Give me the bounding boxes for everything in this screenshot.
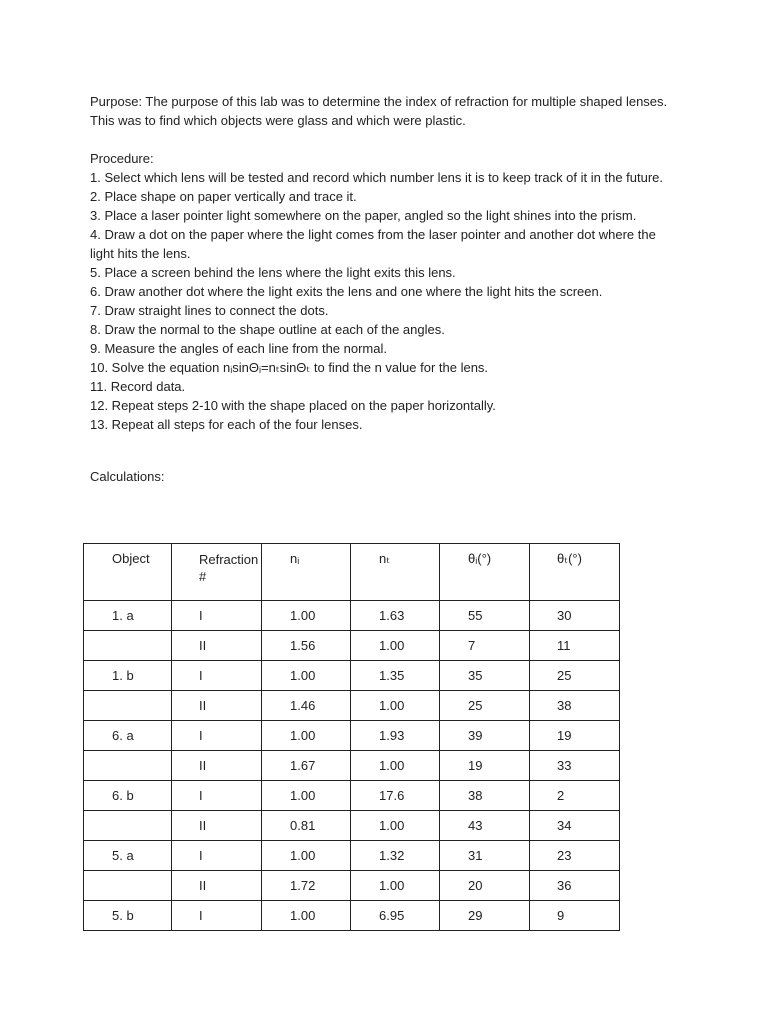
cell-theta-transmitted: 2 — [530, 781, 620, 811]
cell-theta-incident: 35 — [440, 661, 530, 691]
cell-refraction: II — [172, 871, 262, 901]
cell-refraction: I — [172, 721, 262, 751]
cell-theta-incident: 25 — [440, 691, 530, 721]
procedure-step: 3. Place a laser pointer light somewhere on the paper, angled so the light shines into the prism. — [90, 208, 637, 223]
table-header-row — [84, 544, 620, 601]
cell-theta-incident: 29 — [440, 901, 530, 931]
table-row — [84, 661, 620, 691]
purpose-paragraph: Purpose: The purpose of this lab was to determine the index of refraction for multiple shaped lenses. This was to find which objects were glass and which were plastic. — [90, 94, 668, 128]
cell-theta-incident: 20 — [440, 871, 530, 901]
cell-n-transmitted: 1.00 — [351, 871, 440, 901]
procedure-step: 9. Measure the angles of each line from the normal. — [90, 341, 387, 356]
cell-n-incident: 1.00 — [262, 841, 351, 871]
cell-theta-incident: 31 — [440, 841, 530, 871]
cell-object: 5. a — [84, 841, 172, 871]
procedure-step: 6. Draw another dot where the light exits the lens and one where the light hits the screen. — [90, 284, 603, 299]
cell-object: 5. b — [84, 901, 172, 931]
table-row — [84, 871, 620, 901]
cell-n-incident: 1.00 — [262, 781, 351, 811]
cell-refraction: I — [172, 901, 262, 931]
procedure-step: 8. Draw the normal to the shape outline at each of the angles. — [90, 322, 445, 337]
cell-theta-transmitted: 36 — [530, 871, 620, 901]
header-cell-object: Object — [84, 544, 172, 601]
cell-n-incident: 1.46 — [262, 691, 351, 721]
cell-theta-transmitted: 9 — [530, 901, 620, 931]
cell-theta-transmitted: 34 — [530, 811, 620, 841]
cell-theta-incident: 43 — [440, 811, 530, 841]
cell-theta-incident: 39 — [440, 721, 530, 751]
cell-n-incident: 1.72 — [262, 871, 351, 901]
procedure-step: 1. Select which lens will be tested and record which number lens it is to keep track of it in the future. — [90, 170, 664, 185]
cell-n-transmitted: 1.00 — [351, 811, 440, 841]
cell-refraction: I — [172, 601, 262, 631]
cell-theta-incident: 55 — [440, 601, 530, 631]
cell-n-incident: 0.81 — [262, 811, 351, 841]
cell-n-transmitted: 1.00 — [351, 751, 440, 781]
cell-n-transmitted: 1.00 — [351, 631, 440, 661]
procedure-step: 13. Repeat all steps for each of the four lenses. — [90, 417, 363, 432]
procedure-step: 11. Record data. — [90, 379, 186, 394]
cell-theta-transmitted: 25 — [530, 661, 620, 691]
cell-object: 1. a — [84, 601, 172, 631]
table-row — [84, 811, 620, 841]
cell-object — [84, 751, 172, 781]
procedure-step: 12. Repeat steps 2-10 with the shape placed on the paper horizontally. — [90, 398, 496, 413]
table-row — [84, 631, 620, 661]
cell-object — [84, 811, 172, 841]
cell-n-incident: 1.00 — [262, 601, 351, 631]
table-row — [84, 901, 620, 931]
procedure-step: 5. Place a screen behind the lens where the light exits this lens. — [90, 265, 456, 280]
cell-object — [84, 691, 172, 721]
cell-refraction: I — [172, 781, 262, 811]
cell-theta-transmitted: 23 — [530, 841, 620, 871]
cell-n-transmitted: 1.35 — [351, 661, 440, 691]
header-cell-theta-transmitted: θₜ(°) — [530, 544, 620, 601]
procedure-heading: Procedure: — [90, 151, 154, 166]
cell-refraction: I — [172, 841, 262, 871]
cell-n-transmitted: 1.63 — [351, 601, 440, 631]
cell-n-transmitted: 1.00 — [351, 691, 440, 721]
calculations-heading: Calculations: — [90, 469, 165, 484]
table-row — [84, 781, 620, 811]
cell-theta-incident: 7 — [440, 631, 530, 661]
cell-theta-incident: 19 — [440, 751, 530, 781]
cell-refraction: II — [172, 751, 262, 781]
procedure-step: 7. Draw straight lines to connect the dots. — [90, 303, 329, 318]
cell-theta-incident: 38 — [440, 781, 530, 811]
cell-object: 6. b — [84, 781, 172, 811]
cell-n-incident: 1.67 — [262, 751, 351, 781]
procedure-step: 2. Place shape on paper vertically and trace it. — [90, 189, 357, 204]
table-row — [84, 841, 620, 871]
procedure-step: 4. Draw a dot on the paper where the light comes from the laser pointer and another dot where the light hits the lens. — [90, 227, 656, 261]
procedure-steps — [90, 168, 680, 434]
cell-theta-transmitted: 30 — [530, 601, 620, 631]
cell-theta-transmitted: 38 — [530, 691, 620, 721]
cell-n-incident: 1.56 — [262, 631, 351, 661]
table-row — [84, 691, 620, 721]
table-row — [84, 721, 620, 751]
cell-n-transmitted: 6.95 — [351, 901, 440, 931]
cell-n-incident: 1.00 — [262, 901, 351, 931]
cell-object — [84, 631, 172, 661]
cell-refraction: I — [172, 661, 262, 691]
cell-theta-transmitted: 11 — [530, 631, 620, 661]
header-cell-refraction: Refraction # — [172, 544, 262, 601]
cell-n-transmitted: 1.32 — [351, 841, 440, 871]
procedure-step: 10. Solve the equation nᵢsinΘᵢ=nₜsinΘₜ to find the n value for the lens. — [90, 360, 489, 375]
cell-object: 6. a — [84, 721, 172, 751]
cell-refraction: II — [172, 631, 262, 661]
header-cell-n-transmitted: nₜ — [351, 544, 440, 601]
cell-theta-transmitted: 19 — [530, 721, 620, 751]
cell-n-incident: 1.00 — [262, 661, 351, 691]
header-cell-n-incident: nᵢ — [262, 544, 351, 601]
refraction-data-table — [83, 543, 620, 931]
cell-theta-transmitted: 33 — [530, 751, 620, 781]
table-row — [84, 601, 620, 631]
header-cell-theta-incident: θᵢ(°) — [440, 544, 530, 601]
cell-n-transmitted: 17.6 — [351, 781, 440, 811]
cell-object: 1. b — [84, 661, 172, 691]
table-row — [84, 751, 620, 781]
cell-object — [84, 871, 172, 901]
cell-n-incident: 1.00 — [262, 721, 351, 751]
cell-refraction: II — [172, 691, 262, 721]
cell-n-transmitted: 1.93 — [351, 721, 440, 751]
cell-refraction: II — [172, 811, 262, 841]
